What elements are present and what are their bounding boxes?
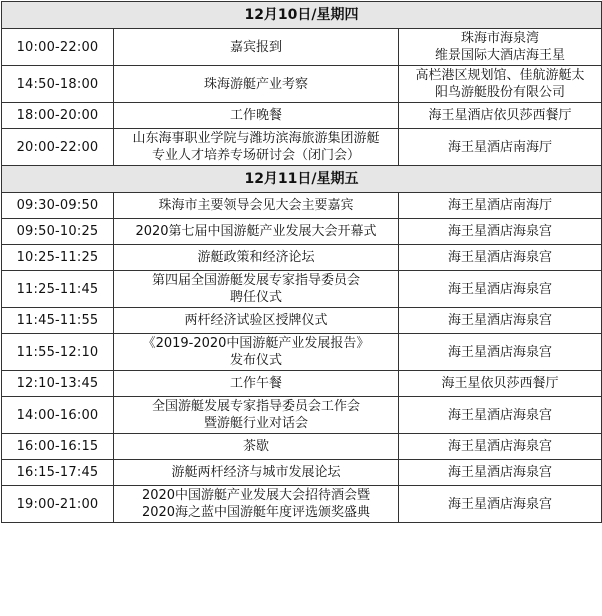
event-line: 两杆经济试验区授牌仪式 [184,313,328,328]
event-cell [114,486,399,523]
venue-line: 海王星酒店海泉宫 [447,344,552,360]
time-cell: 16:15-17:45 [2,460,114,486]
time-cell: 10:00-22:00 [2,29,114,66]
table-row [2,434,602,460]
venue-cell [399,460,602,486]
venue-cell [399,271,602,308]
venue-cell [399,245,602,271]
table-row [2,219,602,245]
venue-cell [399,103,602,129]
event-line: 第四届全国游艇发展专家指导委员会 [151,273,360,288]
time-cell: 11:55-12:10 [2,334,114,371]
table-row [2,66,602,103]
venue-line: 海王星酒店海泉宫 [447,496,552,512]
venue-line: 海王星酒店海泉宫 [447,281,552,297]
table-row [2,486,602,523]
time-cell: 20:00-22:00 [2,129,114,166]
table-row [2,29,602,66]
venue-cell [399,219,602,245]
event-cell [114,308,399,334]
venue-cell [399,371,602,397]
event-cell [114,193,399,219]
event-line: 游艇两杆经济与城市发展论坛 [171,465,341,480]
event-cell [114,434,399,460]
time-cell: 12:10-13:45 [2,371,114,397]
event-cell [114,271,399,308]
venue-line: 海王星酒店南海厅 [447,139,552,155]
time-cell: 14:00-16:00 [2,397,114,434]
venue-cell [399,486,602,523]
venue-line: 海王星酒店海泉宫 [447,250,552,265]
venue-line: 维景国际大酒店海王星 [434,48,565,63]
table-row [2,193,602,219]
table-row [2,460,602,486]
day-header: 12月11日/星期五 [2,166,602,193]
table-row [2,334,602,371]
venue-cell [399,397,602,434]
event-line: 游艇政策和经济论坛 [197,250,315,265]
venue-line: 海王星酒店依贝莎西餐厅 [428,108,572,123]
venue-line: 珠海市海泉湾 [460,31,539,46]
time-cell: 09:30-09:50 [2,193,114,219]
venue-cell [399,193,602,219]
event-cell [114,245,399,271]
time-cell: 14:50-18:00 [2,66,114,103]
time-cell: 11:45-11:55 [2,308,114,334]
venue-line: 海王星酒店海泉宫 [447,224,552,239]
venue-cell [399,29,602,66]
day-header: 12月10日/星期四 [2,2,602,29]
event-line: 全国游艇发展专家指导委员会工作会 [151,399,360,414]
table-row [2,245,602,271]
event-line: 2020中国游艇产业发展大会招待酒会暨 [141,488,371,503]
event-line: 珠海游艇产业考察 [203,76,308,92]
table-row [2,271,602,308]
event-line: 山东海事职业学院与潍坊滨海旅游集团游艇 [132,131,380,146]
table-row [2,308,602,334]
time-cell: 10:25-11:25 [2,245,114,271]
event-line: 暨游艇行业对话会 [203,416,308,431]
venue-cell [399,66,602,103]
venue-line: 海王星依贝莎西餐厅 [441,376,559,391]
table-row [2,397,602,434]
time-cell: 11:25-11:45 [2,271,114,308]
event-cell [114,397,399,434]
venue-cell [399,334,602,371]
event-line: 专业人才培养专场研讨会（闭门会） [151,148,360,163]
event-line: 聘任仪式 [229,290,282,305]
venue-cell [399,308,602,334]
venue-line: 海王星酒店海泉宫 [447,407,552,423]
event-cell [114,129,399,166]
day-header-row [2,166,602,193]
event-line: 发布仪式 [229,353,282,368]
time-cell: 09:50-10:25 [2,219,114,245]
event-line: 2020海之蓝中国游艇年度评选颁奖盛典 [141,505,371,520]
event-line: 珠海市主要领导会见大会主要嘉宾 [158,198,354,213]
event-cell [114,103,399,129]
venue-line: 阳鸟游艇股份有限公司 [434,85,565,100]
event-cell [114,334,399,371]
venue-line: 海王星酒店南海厅 [447,198,552,213]
event-cell [114,66,399,103]
day-header-row [2,2,602,29]
time-cell: 16:00-16:15 [2,434,114,460]
venue-cell [399,129,602,166]
venue-line: 海王星酒店海泉宫 [447,465,552,480]
table-row [2,103,602,129]
event-line: 茶歇 [242,439,269,454]
event-line: 工作午餐 [229,376,282,391]
time-cell: 18:00-20:00 [2,103,114,129]
event-line: 《2019-2020中国游艇产业发展报告》 [142,336,370,351]
venue-line: 高栏港区规划馆、佳航游艇太 [415,68,585,83]
event-line: 嘉宾报到 [229,39,282,55]
schedule-table [1,1,602,523]
event-cell [114,371,399,397]
schedule-body [2,2,602,523]
venue-cell [399,434,602,460]
table-row [2,371,602,397]
time-cell: 19:00-21:00 [2,486,114,523]
venue-line: 海王星酒店海泉宫 [447,439,552,454]
event-line: 工作晚餐 [229,108,282,123]
table-row [2,129,602,166]
event-cell [114,460,399,486]
event-cell [114,219,399,245]
event-line: 2020第七届中国游艇产业发展大会开幕式 [135,224,377,239]
event-cell [114,29,399,66]
venue-line: 海王星酒店海泉宫 [447,313,552,328]
